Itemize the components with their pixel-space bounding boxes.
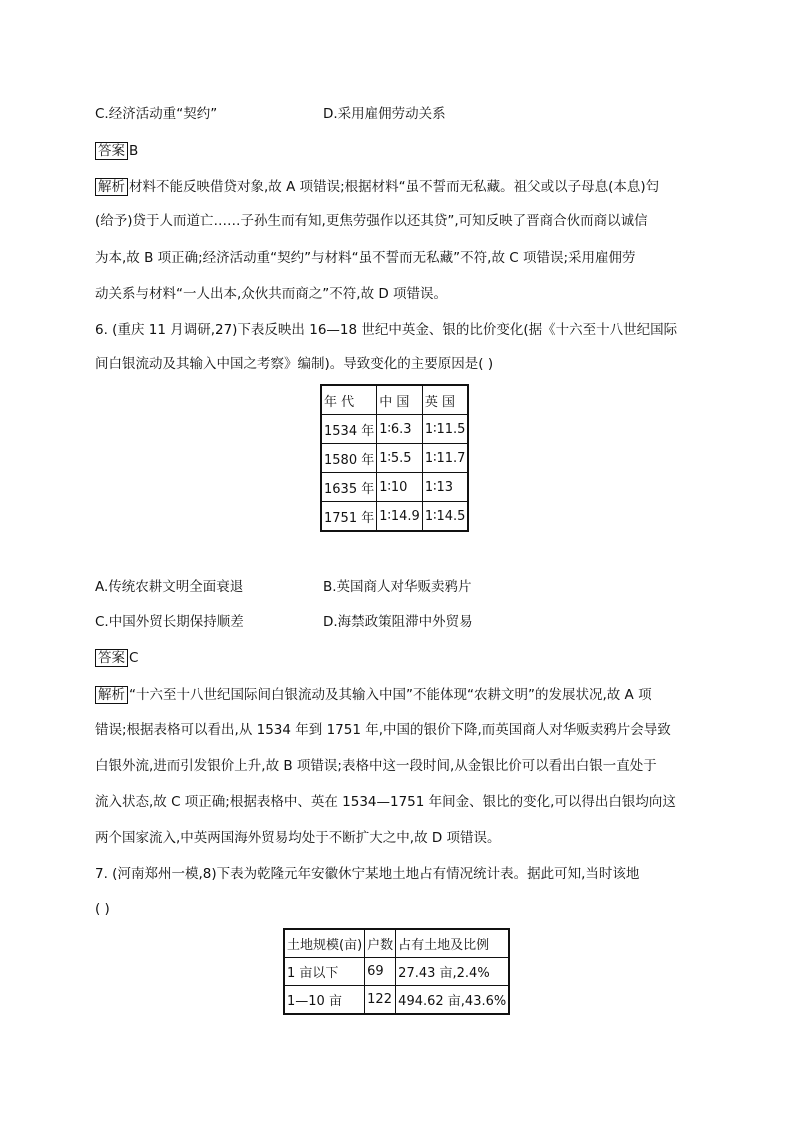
- table-cell: 1∶14.9: [377, 502, 423, 532]
- table-cell: 1580 年: [321, 444, 377, 473]
- table-row: [321, 444, 468, 473]
- table-header-cell: 中 国: [377, 385, 423, 415]
- table-header-row: [284, 929, 509, 958]
- q6-analysis-line-4: 流入状态,故 C 项正确;根据表格中、英在 1534—1751 年间金、银比的变化,可以得出白银均向这: [95, 794, 676, 810]
- q6-analysis-line-1: 解析 “十六至十八世纪国际间白银流动及其输入中国”不能体现“农耕文明”的发展状况,故 A 项: [95, 685, 652, 705]
- q6-analysis-line-3: 白银外流,进而引发银价上升,故 B 项错误;表格中这一段时间,从金银比价可以看出白银一直处于: [95, 758, 657, 774]
- q5-answer: [95, 141, 138, 161]
- table-row: [321, 473, 468, 502]
- table-cell: 1∶5.5: [377, 444, 423, 473]
- table-header-cell: 年 代: [321, 385, 377, 415]
- q6-option-c: C.中国外贸长期保持顺差: [95, 614, 244, 630]
- q6-analysis-line-2: 错误;根据表格可以看出,从 1534 年到 1751 年,中国的银价下降,而英国商人对华贩卖鸦片会导致: [95, 722, 671, 738]
- answer-value: C: [129, 650, 139, 666]
- q6-analysis-line-5: 两个国家流入,中英两国海外贸易均处于不断扩大之中,故 D 项错误。: [95, 830, 501, 846]
- table-header-cell: 户数: [365, 929, 396, 958]
- q6-option-b: B.英国商人对华贩卖鸦片: [323, 579, 472, 595]
- table-header-cell: 土地规模(亩): [284, 929, 365, 958]
- q5-analysis-line-1: 解析 材料不能反映借贷对象,故 A 项错误;根据材料“虽不誓而无私藏。祖父或以子母息(本息)匄: [95, 177, 659, 197]
- table-row: [321, 415, 468, 444]
- answer-tag: 答案: [95, 142, 128, 160]
- table-cell: 1∶6.3: [377, 415, 423, 444]
- q5-analysis-line-2: (给予)贷于人而道亡……子孙生而有知,更焦劳强作以还其贷”,可知反映了晋商合伙而商以诚信: [95, 213, 648, 229]
- table-cell: 1∶10: [377, 473, 423, 502]
- q7-stem-line-1: 7. (河南郑州一模,8)下表为乾隆元年安徽休宁某地土地占有情况统计表。据此可知,当时该地: [95, 866, 640, 882]
- q5-option-d: D.采用雇佣劳动关系: [323, 106, 446, 122]
- q6-ratio-table: [320, 384, 469, 532]
- table-cell: 1∶13: [422, 473, 468, 502]
- table-cell: 1635 年: [321, 473, 377, 502]
- table-cell: 69: [365, 958, 396, 986]
- table-cell: 1 亩以下: [284, 958, 365, 986]
- table-row: [284, 958, 509, 986]
- table-cell: 1—10 亩: [284, 986, 365, 1015]
- answer-tag: 答案: [95, 649, 128, 667]
- q7-stem-line-2: ( ): [95, 901, 110, 917]
- q6-option-d: D.海禁政策阻滞中外贸易: [323, 614, 473, 630]
- q6-answer: [95, 648, 138, 668]
- table-header-cell: 英 国: [422, 385, 468, 415]
- table-header-cell: 占有土地及比例: [396, 929, 510, 958]
- q6-stem-line-1: 6. (重庆 11 月调研,27)下表反映出 16—18 世纪中英金、银的比价变化(据《十六至十八世纪国际: [95, 322, 678, 338]
- answer-value: B: [129, 143, 139, 159]
- analysis-tag: 解析: [95, 178, 128, 196]
- table-row: [284, 986, 509, 1015]
- table-cell: 1534 年: [321, 415, 377, 444]
- q6-stem-line-2: 间白银流动及其输入中国之考察》编制)。导致变化的主要原因是( ): [95, 356, 494, 372]
- analysis-tag: 解析: [95, 686, 128, 704]
- table-row: [321, 502, 468, 532]
- q5-option-c: C.经济活动重“契约”: [95, 106, 218, 122]
- table-cell: 494.62 亩,43.6%: [396, 986, 510, 1015]
- table-cell: 1∶11.5: [422, 415, 468, 444]
- q6-option-a: A.传统农耕文明全面衰退: [95, 579, 244, 595]
- table-cell: 1∶14.5: [422, 502, 468, 532]
- q5-analysis-line-4: 动关系与材料“一人出本,众伙共而商之”不符,故 D 项错误。: [95, 286, 448, 302]
- q5-analysis-line-3: 为本,故 B 项正确;经济活动重“契约”与材料“虽不誓而无私藏”不符,故 C 项错误;采用雇佣劳: [95, 250, 636, 266]
- table-header-row: [321, 385, 468, 415]
- q7-land-table: [283, 928, 510, 1015]
- table-cell: 1∶11.7: [422, 444, 468, 473]
- table-cell: 1751 年: [321, 502, 377, 532]
- table-cell: 27.43 亩,2.4%: [396, 958, 510, 986]
- table-cell: 122: [365, 986, 396, 1015]
